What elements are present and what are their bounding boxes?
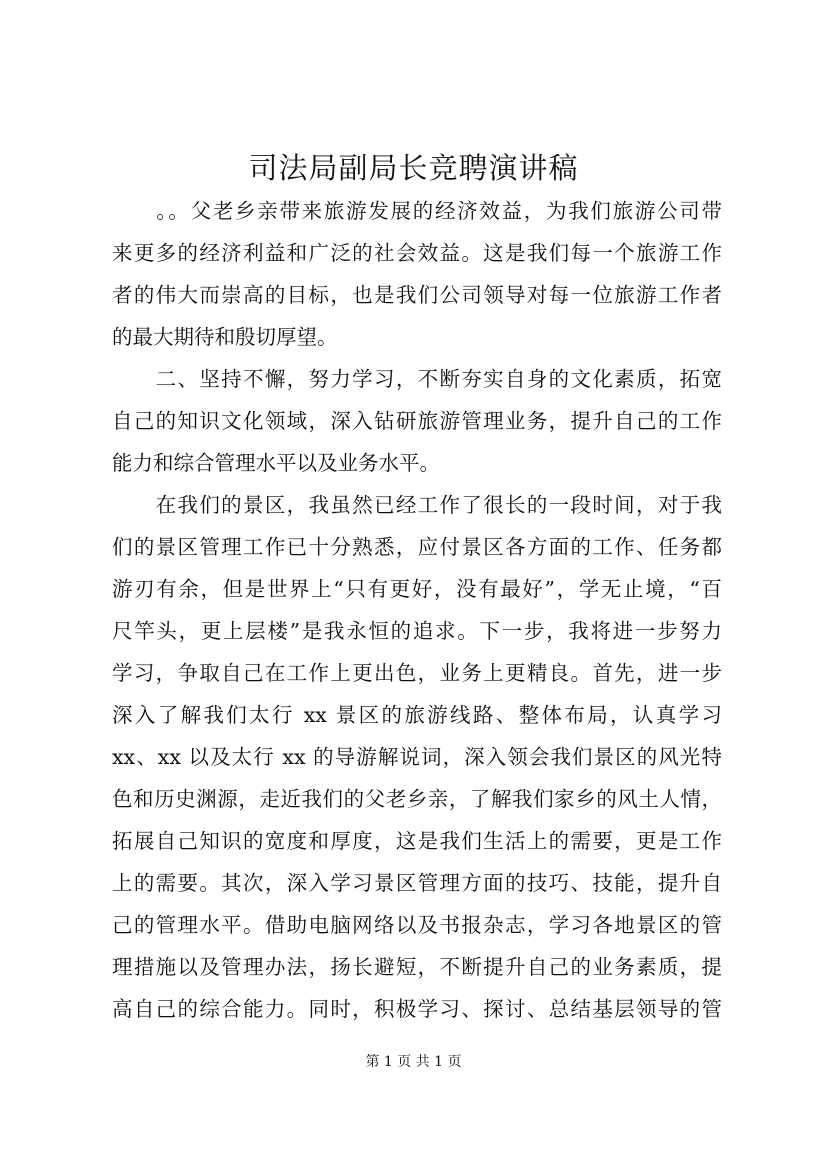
page-footer: 第 1 页 共 1 页 (365, 1054, 462, 1070)
body-line: 二、坚持不懈，努力学习，不断夯实自身的文化素质，拓宽 (112, 367, 722, 391)
body-line: xx、xx 以及太行 xx 的导游解说词，深入领会我们景区的风光特 (112, 745, 722, 769)
body-line: 深入了解我们太行 xx 景区的旅游线路、整体布局，认真学习 (112, 703, 722, 727)
body-line: 的最大期待和殷切厚望。 (112, 325, 338, 349)
body-line: 己的管理水平。借助电脑网络以及书报杂志，学习各地景区的管 (112, 913, 722, 937)
body-line: 自己的知识文化领域，深入钻研旅游管理业务，提升自己的工作 (112, 409, 722, 433)
body-line: 。。父老乡亲带来旅游发展的经济效益，为我们旅游公司带 (112, 199, 722, 223)
document-body (112, 190, 722, 1030)
body-line: 游刃有余，但是世界上“只有更好，没有最好”，学无止境，“百 (112, 577, 722, 601)
body-line: 来更多的经济利益和广泛的社会效益。这是我们每一个旅游工作 (112, 241, 722, 265)
body-line: 高自己的综合能力。同时，积极学习、探讨、总结基层领导的管 (112, 997, 722, 1021)
body-line: 们的景区管理工作已十分熟悉，应付景区各方面的工作、任务都 (112, 535, 722, 559)
body-line: 理措施以及管理办法，扬长避短，不断提升自己的业务素质，提 (112, 955, 722, 979)
body-line: 能力和综合管理水平以及业务水平。 (112, 451, 440, 475)
body-line: 在我们的景区，我虽然已经工作了很长的一段时间，对于我 (112, 493, 722, 517)
body-line: 色和历史渊源，走近我们的父老乡亲，了解我们家乡的风土人情， (112, 787, 722, 811)
body-line: 者的伟大而崇高的目标，也是我们公司领导对每一位旅游工作者 (112, 283, 722, 307)
body-line: 学习，争取自己在工作上更出色，业务上更精良。首先，进一步 (112, 661, 722, 685)
document-title: 司法局副局长竞聘演讲稿 (248, 151, 579, 185)
body-line: 拓展自己知识的宽度和厚度，这是我们生活上的需要，更是工作 (112, 829, 722, 853)
body-line: 上的需要。其次，深入学习景区管理方面的技巧、技能，提升自 (112, 871, 722, 895)
body-line: 尺竿头，更上层楼”是我永恒的追求。下一步，我将进一步努力 (112, 619, 722, 643)
